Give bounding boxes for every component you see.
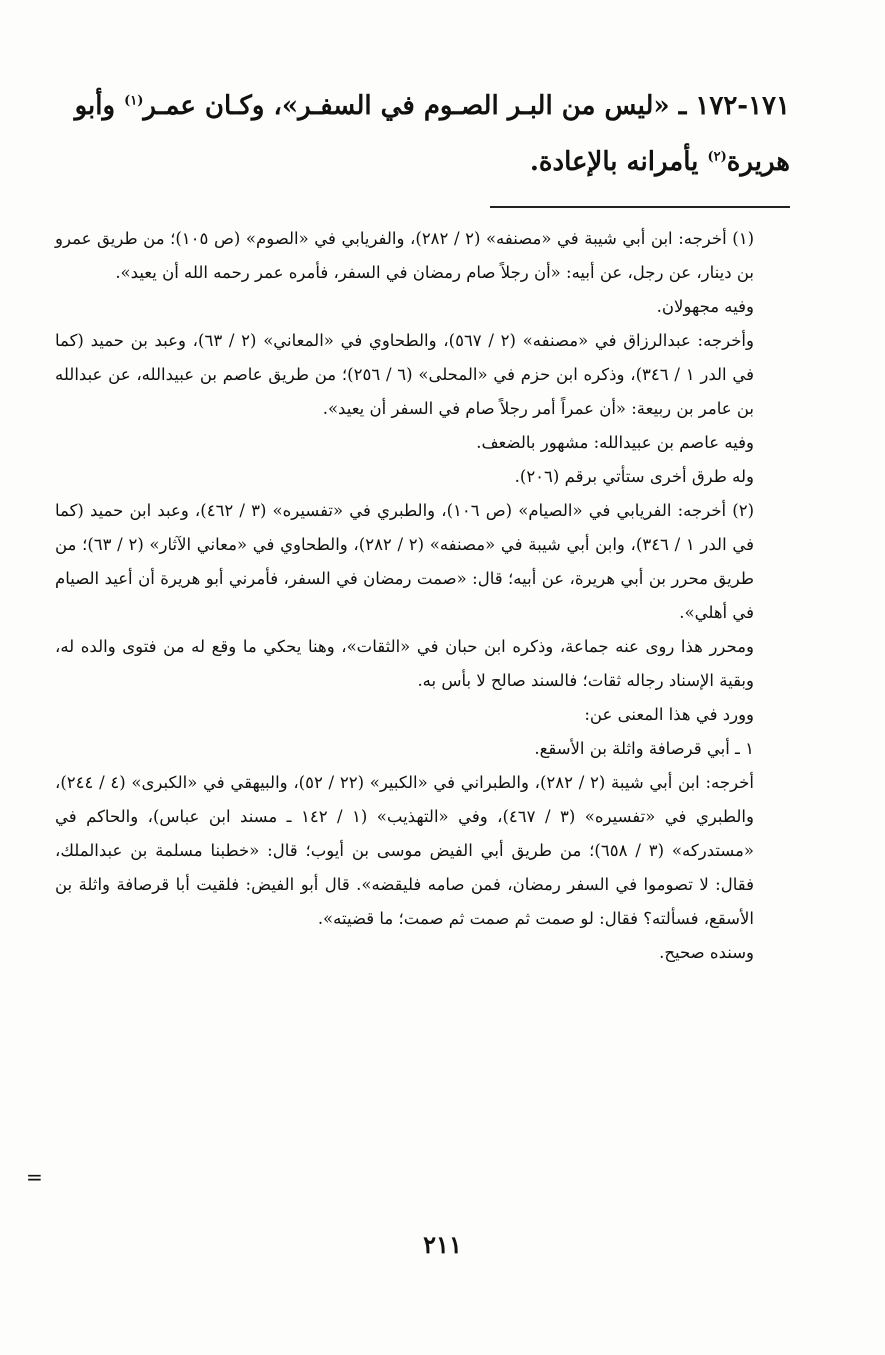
footnote-2-item-1-sources: أخرجه: ابن أبي شيبة (٢ / ٢٨٢)، والطبراني في «الكبير» (٢٢ / ٥٢)، والبيهقي في «الكبرى» (٤ / ٢٤٤)، والطبري في «تفسيره» (٣ / ٤٦٧)، وفي «التهذيب» (١ / ١٤٢ ـ مسند ابن عباس)، والحاكم في «مستدركه» (٣ / ٦٥٨)؛ من طريق أبي الفيض موسى بن أيوب؛ قال: «خطبنا مسلمة بن عبدالملك، فقال: لا تصوموا في السفر رمضان، فمن صامه فليقضه». قال أبو الفيض: فلقيت أبا قرصافة واثلة بن الأسقع، فسألته؟ فقال: لو صمت ثم صمت ثم صمت؛ ما قضيته». [55,773,754,928]
footnote-2-item-1: ١ ـ أبي قرصافة واثلة بن الأسقع. [534,739,754,758]
entry-heading [55,78,790,190]
continuation-mark: = [26,1165,43,1189]
heading-line-1-end: وأبو [74,91,125,121]
footnote-1: (١) أخرجه: ابن أبي شيبة في «مصنفه» (٢ / ٢٨٢)، والفريابي في «الصوم» (ص ١٠٥)؛ من طريق عمرو بن دينار، عن رجل، عن أبيه: «أن رجلاً صام رمضان في السفر، فأمره عمر رحمه الله أن يعيد». [55,229,754,282]
footnote-2: (٢) أخرجه: الفريابي في «الصيام» (ص ١٠٦)، والطبري في «تفسيره» (٣ / ٤٦٢)، وعبد ابن حميد (كما في الدر ١ / ٣٤٦)، وابن أبي شيبة في «مصنفه» (٢ / ٢٨٢)، والطحاوي في «معاني الآثار» (٢ / ٦٣)؛ من طريق محرر بن أبي هريرة، عن أبيه؛ قال: «صمت رمضان في السفر، فأمرني أبو هريرة أن أعيد الصيام في أهلي». [55,501,754,622]
footnote-2-grading: ومحرر هذا روى عنه جماعة، وذكره ابن حبان في «الثقات»، وهنا يحكي ما وقع له من فتوى والده له، وبقية الإسناد رجاله ثقات؛ فالسند صالح لا بأس به. [55,637,754,690]
heading-line-1: ١٧١-١٧٢ ـ «ليس من البـر الصـوم في السفـر»، وكـان عمـر [143,91,790,121]
footnote-1-grading: وفيه عاصم بن عبيدالله: مشهور بالضعف. [476,433,754,452]
page-content [55,78,790,970]
footnote-1-crossref: وله طرق أخرى ستأتي برقم (٢٠٦). [514,467,754,486]
footnote-1-sources: وأخرجه: عبدالرزاق في «مصنفه» (٢ / ٥٦٧)، والطحاوي في «المعاني» (٢ / ٦٣)، وعبد بن حميد (كما في الدر ١ / ٣٤٦)، وذكره ابن حزم في «المحلى» (٦ / ٢٥٦)؛ من طريق عاصم بن عبيدالله، عن عبدالله بن عامر بن ربيعة: «أن عمراً أمر رجلاً صام في السفر أن يعيد». [55,331,755,418]
footnote-1-note: وفيه مجهولان. [656,297,754,316]
footnote-ref-2: (٢) [707,149,727,165]
footnote-2-final-grading: وسنده صحيح. [659,943,754,962]
footnote-ref-1: (١) [124,93,144,109]
footnote-separator [490,206,790,208]
footnote-2-intro: وورد في هذا المعنى عن: [584,705,754,724]
page-number: ٢١١ [423,1230,462,1259]
heading-line-2-start: هريرة [726,147,790,177]
heading-line-2-end: يأمرانه بالإعادة. [529,147,708,177]
